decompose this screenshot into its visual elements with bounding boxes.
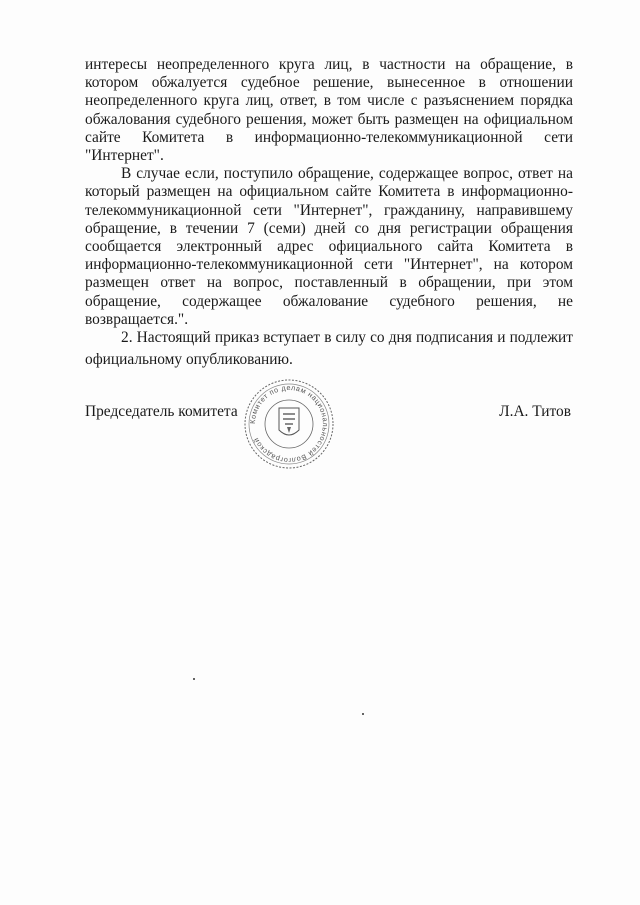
text-line: котором обжалуется судебное решение, вынесенное в отношении: [85, 74, 573, 92]
text-line: обращение, содержащее обжалование судебного решения, не: [85, 292, 573, 310]
text-line: "Интернет".: [85, 147, 164, 165]
text-line: 2. Настоящий приказ вступает в силу со дня подписания и подлежит: [121, 329, 573, 347]
text-line: обращение, в течении 7 (семи) дней со дня регистрации обращения: [85, 219, 573, 237]
paragraph-returned-appeal: [85, 165, 573, 329]
coat-of-arms-icon: [279, 408, 299, 435]
text-line: телекоммуникационной сети "Интернет", гражданину, направившему: [85, 201, 573, 219]
scan-speck: [362, 713, 364, 715]
document-body: [85, 56, 573, 369]
seal-text: Комитет по делам национальностей Волгоградской: [247, 382, 331, 466]
signatory-position: Председатель комитета: [85, 403, 238, 420]
text-line: неопределенного круга лиц, ответ, в том числе с разъяснением порядка: [85, 92, 573, 110]
scan-speck: [193, 678, 195, 680]
text-line: сайте Комитета в информационно-телекоммуникационной сети: [85, 128, 573, 146]
paragraph-continuation: [85, 56, 573, 165]
text-line: официальному опубликованию.: [85, 351, 293, 369]
signatory-name: Л.А. Титов: [499, 403, 571, 420]
official-seal-icon: [243, 378, 335, 470]
text-line: возвращается.".: [85, 310, 189, 328]
text-line: обжалования судебного решения, может быть размещен на официальном: [85, 110, 573, 128]
paragraph-effective-date: [85, 329, 573, 369]
text-line: интересы неопределенного круга лиц, в частности на обращение, в: [85, 56, 573, 73]
text-line: сообщается электронный адрес официального сайта Комитета в: [85, 238, 573, 256]
text-line: который размещен на официальном сайте Комитета в информационно-: [85, 183, 573, 201]
text-line: размещен ответ на вопрос, поставленный в обращении, при этом: [85, 274, 573, 292]
text-line: информационно-телекоммуникационной сети "Интернет", на котором: [85, 256, 573, 274]
text-line: В случае если, поступило обращение, содержащее вопрос, ответ на: [121, 165, 573, 183]
